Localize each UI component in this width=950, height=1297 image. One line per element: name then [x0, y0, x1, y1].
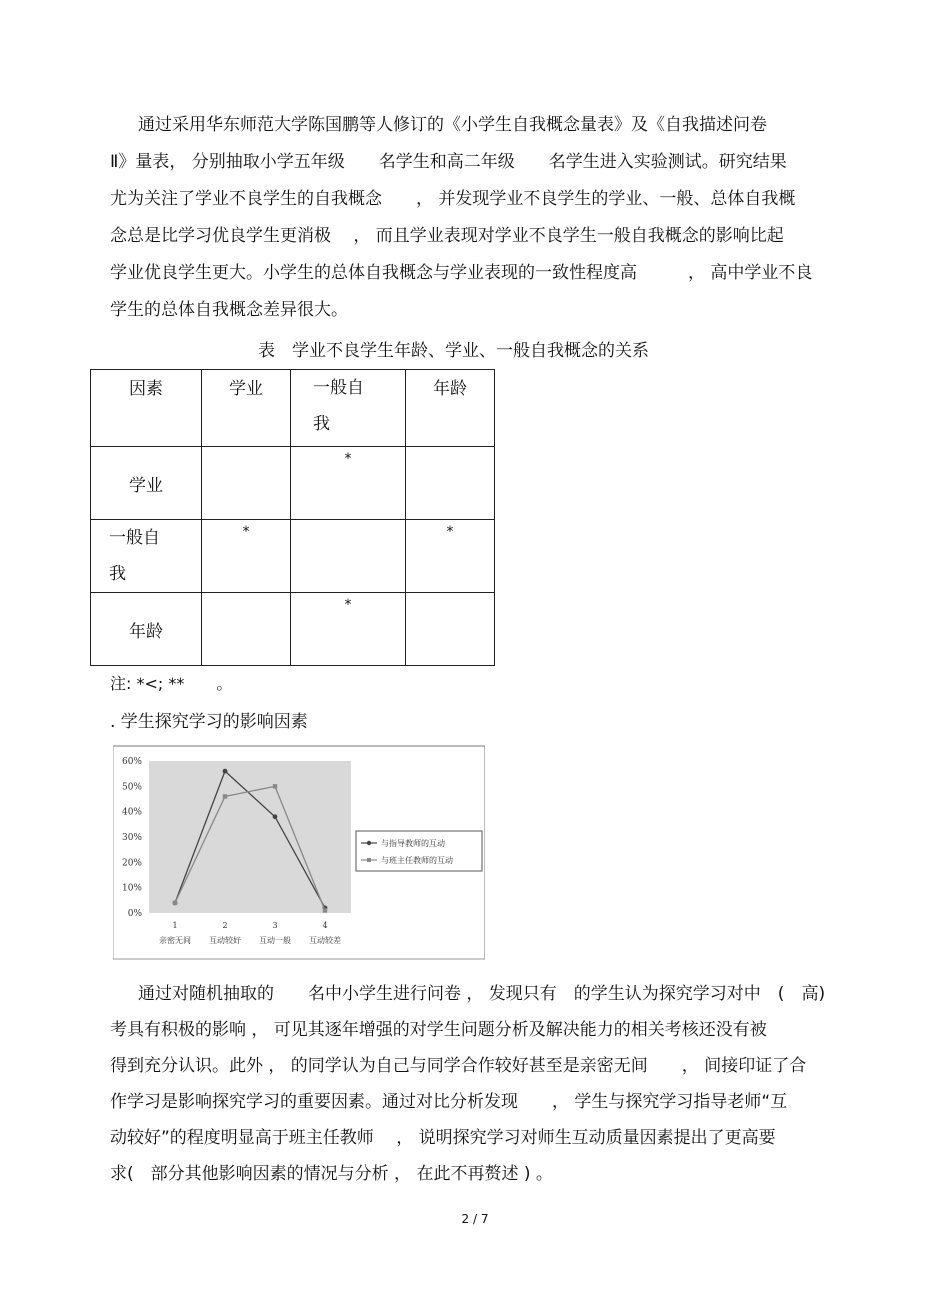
table-cell [202, 447, 291, 520]
y-tick-label: 10% [121, 883, 142, 894]
y-tick-label: 50% [121, 782, 142, 793]
para1-line-2: Ⅱ》量表， 分别抽取小学五年级 名学生和高二年级 名学生进入实验测试。研究结果 [110, 152, 787, 172]
legend-label: 与班主任教师的互动 [381, 856, 453, 865]
table-header-cell: 一般自我 [291, 370, 406, 447]
y-tick-label: 60% [121, 757, 142, 767]
para2-line-3: 得到充分认识。此外 ， 的同学认为自己与同学合作较好甚至是亲密无间 ， 间接印证了合 [110, 1056, 807, 1076]
data-point [323, 908, 327, 912]
table-header-cell: 年龄 [406, 370, 495, 447]
table-cell: * [291, 447, 406, 520]
para2-line-6: 求( 部分其他影响因素的情况与分析 ， 在此不再赘述 ) 。 [110, 1164, 553, 1184]
y-tick-label: 40% [121, 807, 142, 818]
table-header-row [91, 370, 495, 447]
para1-line-3: 尤为关注了学业不良学生的自我概念 ， 并发现学业不良学生的学业、一般、总体自我概 [110, 189, 796, 209]
table-row [91, 447, 495, 520]
y-tick-label: 30% [121, 833, 142, 843]
data-point [173, 901, 177, 905]
x-tick-label: 4 [322, 921, 328, 930]
table-cell [202, 593, 291, 666]
data-point [223, 794, 227, 798]
table-cell: * [291, 593, 406, 666]
table-row-label: 学业 [91, 447, 202, 520]
table-cell: * [406, 520, 495, 593]
table-caption: 表 学业不良学生年龄、学业、一般自我概念的关系 [258, 341, 649, 361]
relationship-table [90, 369, 495, 666]
para1-line-6: 学生的总体自我概念差异很大。 [110, 300, 348, 320]
chart-legend [356, 831, 482, 871]
y-tick-label: 20% [121, 858, 142, 869]
data-point [223, 769, 228, 774]
table-cell [406, 593, 495, 666]
para2-line-2: 考具有积极的影响 ， 可见其逐年增强的对学生问题分析及解决能力的相关考核还没有被 [110, 1020, 767, 1040]
table-row-label: 年龄 [91, 593, 202, 666]
x-category-label: 互动较好 [209, 936, 241, 945]
table-row [91, 593, 495, 666]
y-tick-label: 0% [127, 909, 142, 919]
x-category-label: 互动较差 [309, 936, 341, 945]
data-point [273, 784, 277, 788]
x-tick-label: 1 [172, 921, 178, 930]
interaction-line-chart [113, 745, 485, 960]
para1-line-5: 学业优良学生更大。小学生的总体自我概念与学业表现的一致性程度高 ， 高中学业不良 [110, 263, 813, 283]
x-category-label: 互动一般 [259, 936, 291, 945]
table-cell [291, 520, 406, 593]
data-point [273, 814, 278, 819]
legend-marker [367, 858, 371, 862]
x-tick-label: 2 [222, 921, 228, 930]
para2-line-4: 作学习是影响探究学习的重要因素。通过对比分析发现 ， 学生与探究学习指导老师“互 [110, 1092, 788, 1112]
page-number: 2 / 7 [461, 1212, 489, 1226]
table-header-cell: 因素 [91, 370, 202, 447]
para1-line-4: 念总是比学习优良学生更消极 ， 而且学业表现对学业不良学生一般自我概念的影响比起 [110, 226, 784, 246]
legend-label: 与指导教师的互动 [381, 839, 445, 848]
table-header-cell: 学业 [202, 370, 291, 447]
x-category-label: 亲密无间 [159, 936, 191, 945]
table-row-label: 一般自我 [91, 520, 202, 593]
table-row [91, 520, 495, 593]
table-cell: * [202, 520, 291, 593]
para1-line-1: 通过采用华东师范大学陈国鹏等人修订的《小学生自我概念量表》及《自我描述问卷 [138, 115, 767, 135]
chart-svg [113, 745, 485, 960]
legend-marker [367, 841, 371, 845]
x-tick-label: 3 [272, 921, 278, 930]
section-title: . 学生探究学习的影响因素 [110, 712, 308, 732]
table-note: 注: *<; ** 。 [110, 674, 233, 693]
para2-line-5: 动较好”的程度明显高于班主任教师 ， 说明探究学习对师生互动质量因素提出了更高要 [110, 1128, 776, 1148]
para2-line-1: 通过对随机抽取的 名中小学生进行问卷 ， 发现只有 的学生认为探究学习对中 ( 高) [138, 984, 826, 1004]
table-cell [406, 447, 495, 520]
